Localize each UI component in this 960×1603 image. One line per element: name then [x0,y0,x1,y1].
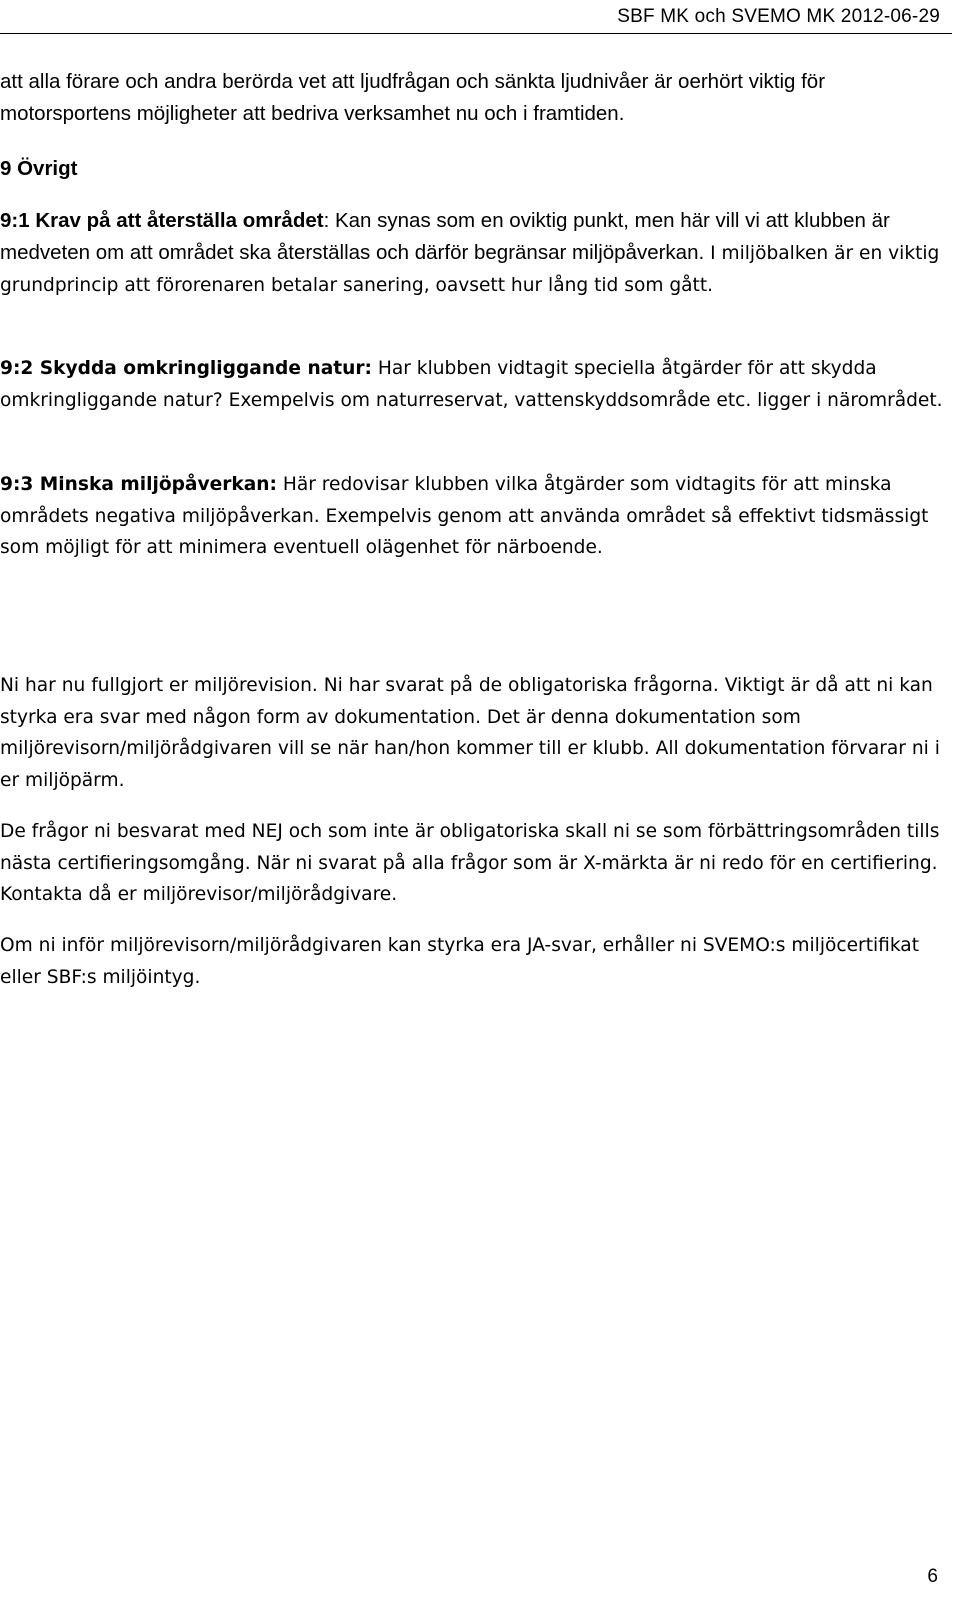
item-9-1-label: 9:1 Krav på att återställa området [0,209,324,232]
item-9-3 [0,469,945,564]
running-header: SBF MK och SVEMO MK 2012-06-29 [617,6,940,27]
closing-paragraph-2: De frågor ni besvarat med NEJ och som inte är obligatoriska skall ni se som förbättringsområden tills nästa certifieringsomgång. När ni svarat på alla frågor som är X-märkta är ni redo för en certifiering. Kontakta då er miljörevisor/miljörådgivare. [0,821,940,905]
closing-paragraph-1: Ni har nu fullgjort er miljörevision. Ni har svarat på de obligatoriska frågorna. Viktigt är då att ni kan styrka era svar med någon form av dokumentation. Det är denna dokumentation som miljörevisorn/miljörådgivaren vill se när han/hon kommer till er klubb. All dokumentation förvarar ni i er miljöpärm. [0,675,940,791]
closing-paragraph-3: Om ni inför miljörevisorn/miljörådgivaren kan styrka era JA-svar, erhåller ni SVEMO:s miljöcertifikat eller SBF:s miljöintyg. [0,935,919,988]
item-9-3-label: 9:3 Minska miljöpåverkan: [0,474,277,495]
section-heading: 9 Övrigt [0,157,78,180]
item-9-2 [0,353,945,416]
item-9-3-text: Här redovisar klubben vilka åtgärder som vidtagits för att minska områdets negativa miljöpåverkan. Exempelvis genom att använda området så effektivt tidsmässigt som möjligt för att minimera eventuell olägenhet för närboende. [0,474,929,558]
item-9-1-text-b: I miljöbalken är en viktig grundprincip att förorenaren betalar sanering, oavsett hur lång tid som gått. [0,243,940,296]
item-9-2-label: 9:2 Skydda omkringliggande natur: [0,358,372,379]
intro-paragraph: att alla förare och andra berörda vet att ljudfrågan och sänkta ljudnivåer är oerhört viktig för motorsportens möjligheter att bedriva verksamhet nu och i framtiden. [0,70,826,125]
item-9-2-text: Har klubben vidtagit speciella åtgärder för att skydda omkringliggande natur? Exempelvis om naturreservat, vattenskyddsområde etc. ligger i närområdet. [0,358,943,411]
page-number: 6 [927,1566,938,1587]
item-9-1-text-a: : Kan synas som en oviktig punkt, men här vill vi att klubben är medveten om att området ska återställas och därför begränsar miljöpåverkan. [0,209,890,264]
item-9-1 [0,205,945,301]
header-divider [0,33,952,34]
